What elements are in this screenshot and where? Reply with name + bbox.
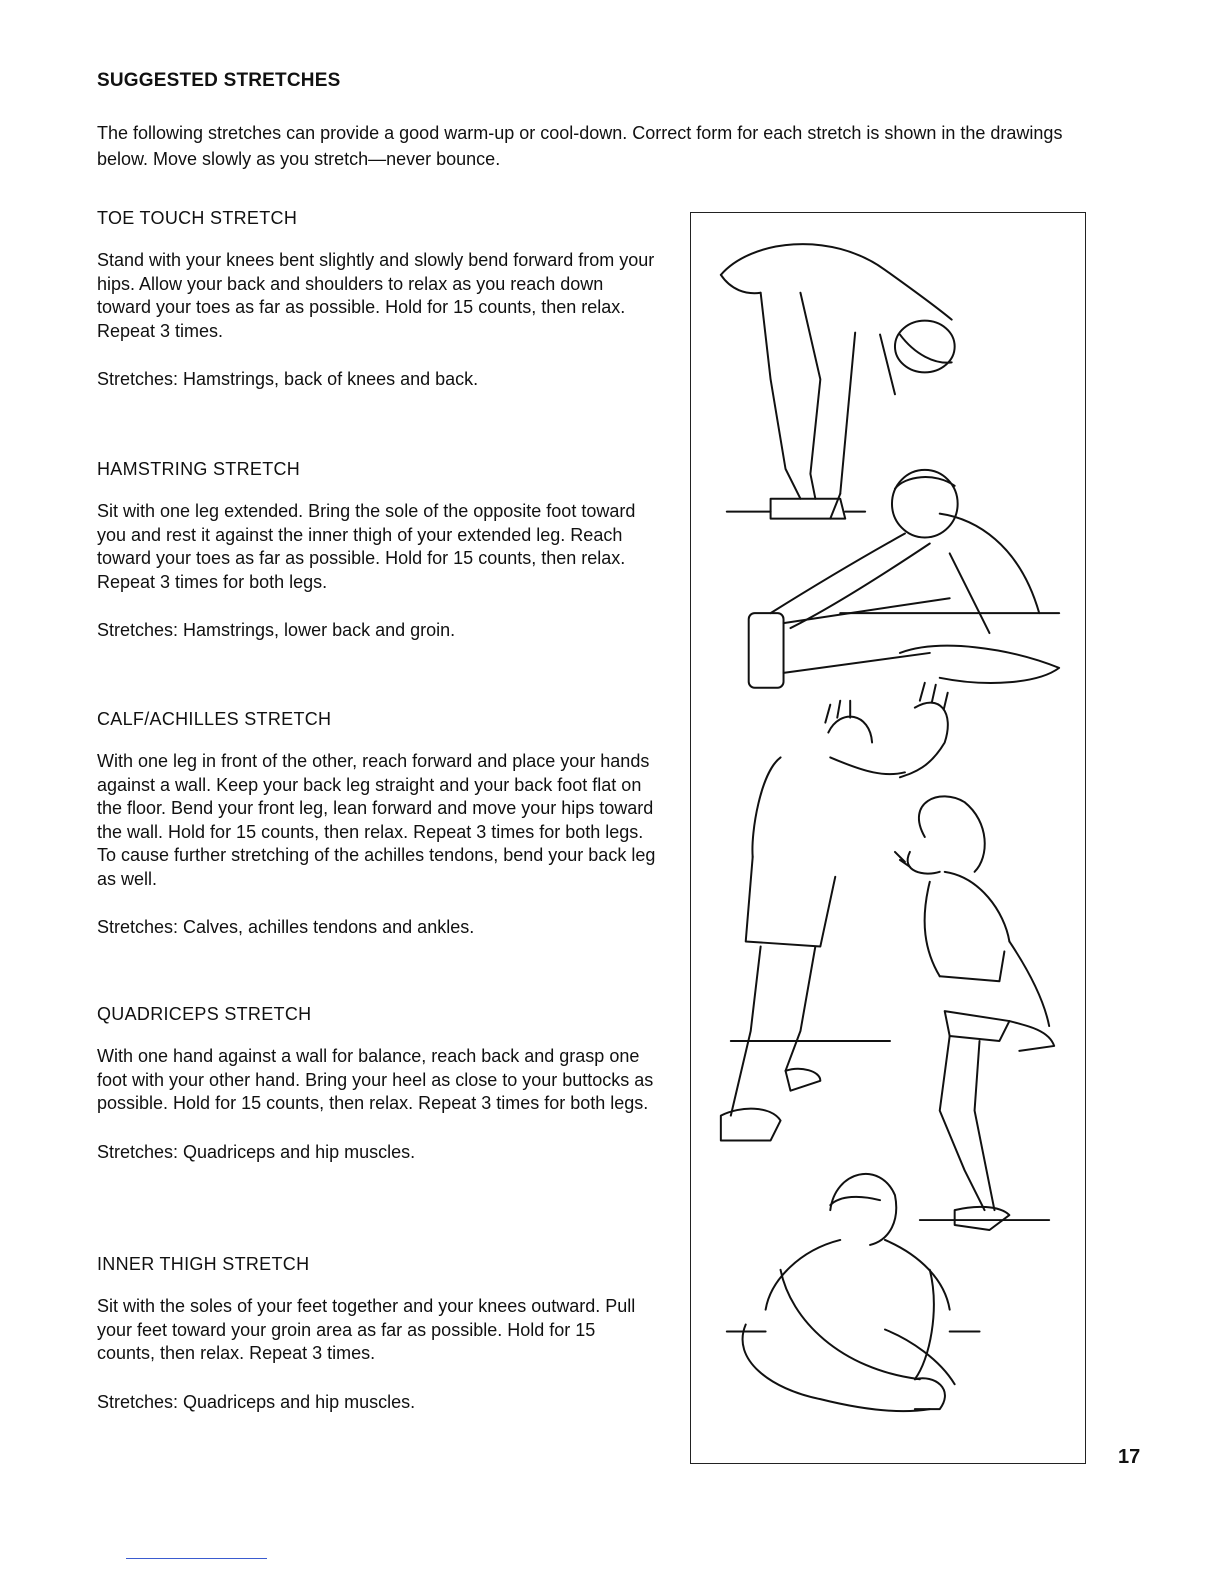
section-body: With one leg in front of the other, reach forward and place your hands against a wall. Keep your back leg straight and your back foot flat on the floor. Bend your front leg, lean forward and move your hips toward the wall. Hold for 15 counts, then relax. Repeat 3 times for both legs. To cause further stretching of the achilles tendons, bend your back leg as well. [97,751,656,889]
intro-paragraph: The following stretches can provide a good warm-up or cool-down. Correct form for each stretch is shown in the drawings below. Move slowly as you stretch—never bounce. [97,123,1063,169]
page-number: 17 [1118,1446,1141,1468]
page-heading: SUGGESTED STRETCHES [97,70,341,91]
section-title: TOE TOUCH STRETCH [97,208,298,228]
section-toe-touch [97,208,657,392]
section-stretches: Stretches: Quadriceps and hip muscles. [97,1141,416,1162]
section-body: With one hand against a wall for balance, reach back and grasp one foot with your other hand. Bring your heel as close to your buttocks as possible. Hold for 15 counts, then relax. Repeat 3 times for both legs. [97,1046,654,1113]
section-stretches: Stretches: Hamstrings, lower back and groin. [97,620,456,640]
section-body: Stand with your knees bent slightly and slowly bend forward from your hips. Allow your back and shoulders to relax as you reach down toward your toes as far as possible. Hold for 15 counts, then relax. Repeat 3 times. [97,250,655,341]
section-calf-achilles [97,709,657,940]
section-stretches: Stretches: Hamstrings, back of knees and back. [97,369,479,389]
quadriceps-figure [895,796,1054,1230]
stretch-illustrations [690,212,1086,1464]
section-title: HAMSTRING STRETCH [97,459,301,479]
section-stretches: Stretches: Quadriceps and hip muscles. [97,1391,416,1412]
hamstring-figure [749,470,1059,688]
section-title: INNER THIGH STRETCH [97,1254,310,1274]
section-quadriceps [97,1004,657,1164]
calf-stretch-figure [721,683,948,1141]
scan-artifact-line [126,1558,267,1559]
section-inner-thigh [97,1254,657,1414]
section-stretches: Stretches: Calves, achilles tendons and ankles. [97,917,475,937]
section-body: Sit with one leg extended. Bring the sole of the opposite foot toward you and rest it against the inner thigh of your extended leg. Reach toward your toes as far as possible. Hold for 15 counts, then relax. Repeat 3 times for both legs. [97,501,636,592]
section-hamstring [97,459,657,643]
section-title: QUADRICEPS STRETCH [97,1004,312,1024]
section-title: CALF/ACHILLES STRETCH [97,709,332,729]
section-body: Sit with the soles of your feet together and your knees outward. Pull your feet toward your groin area as far as possible. Hold for 15 counts, then relax. Repeat 3 times. [97,1296,636,1363]
inner-thigh-figure [727,1174,980,1411]
